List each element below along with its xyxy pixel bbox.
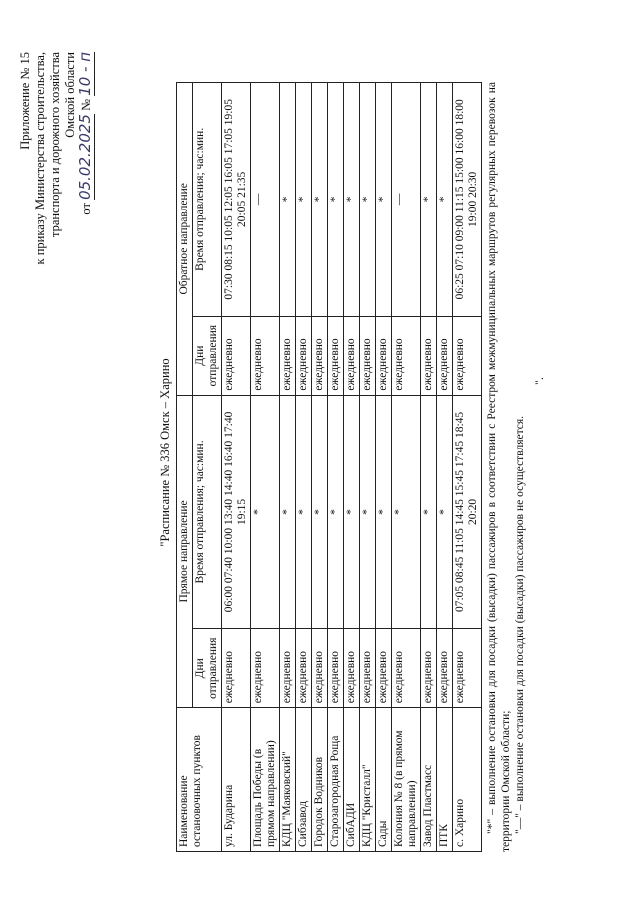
forward-times: * — [344, 395, 360, 629]
table-row — [360, 83, 376, 852]
forward-times: 07:05 08:45 11:05 14:45 15:45 17:45 18:45 20:20 — [453, 395, 482, 629]
backward-days-header: Дни отправления — [193, 316, 222, 395]
backward-days: ежедневно — [328, 316, 344, 395]
order-reference: к приказу Министерства строительства, — [33, 52, 47, 265]
table-row — [296, 83, 312, 852]
forward-days: ежедневно — [328, 629, 344, 708]
stop-name: Колония № 8 (в прямом направлении) — [392, 708, 421, 852]
forward-days: ежедневно — [376, 629, 392, 708]
backward-times: * — [437, 83, 453, 317]
table-row — [392, 83, 421, 852]
backward-times: * — [328, 83, 344, 317]
backward-times: 06:25 07:10 09:00 11:15 15:00 16:00 18:00 19:00 20:30 — [453, 83, 482, 317]
backward-times: * — [344, 83, 360, 317]
forward-times: * — [280, 395, 296, 629]
backward-days: ежедневно — [344, 316, 360, 395]
forward-times: * — [437, 395, 453, 629]
backward-days: ежедневно — [376, 316, 392, 395]
forward-direction-header: Прямое направление — [177, 395, 193, 708]
footnote-dash: "—" – выполнение остановки для посадки (высадки) пассажиров не осуществляется. — [514, 415, 526, 834]
footnote-asterisk: "*" – выполнение остановки для посадки (высадки) пассажиров в соответствии с Реестром межмуниципальных маршрутов регулярных перевозок на территории Омской области; — [486, 82, 512, 852]
forward-days: ежедневно — [222, 629, 251, 708]
forward-times: * — [392, 395, 421, 629]
stop-name: КДЦ "Маяковский" — [280, 708, 296, 852]
forward-days: ежедневно — [312, 629, 328, 708]
stop-name: ул. Бударина — [222, 708, 251, 852]
backward-time-header: Время отправления; час:мин. — [193, 83, 222, 317]
stop-name: Завод Пластмасс — [421, 708, 437, 852]
backward-days: ежедневно — [421, 316, 437, 395]
forward-times: * — [251, 395, 280, 629]
stop-name: КДЦ "Кристалл" — [360, 708, 376, 852]
forward-days: ежедневно — [437, 629, 453, 708]
stop-name: Старозагородная Роща — [328, 708, 344, 852]
backward-times: * — [376, 83, 392, 317]
handwritten-number: 10 - п — [76, 52, 94, 96]
backward-days: ежедневно — [251, 316, 280, 395]
table-row — [453, 83, 482, 852]
forward-times: * — [421, 395, 437, 629]
forward-days: ежедневно — [453, 629, 482, 708]
backward-times: * — [280, 83, 296, 317]
forward-days: ежедневно — [360, 629, 376, 708]
table-row — [344, 83, 360, 852]
backward-days: ежедневно — [222, 316, 251, 395]
forward-days: ежедневно — [392, 629, 421, 708]
backward-days: ежедневно — [296, 316, 312, 395]
forward-days: ежедневно — [421, 629, 437, 708]
number-label: № — [79, 98, 93, 111]
backward-times: — — [251, 83, 280, 317]
date-prefix: от — [79, 203, 93, 215]
backward-days: ежедневно — [360, 316, 376, 395]
order-date-line — [78, 52, 95, 215]
stop-name: Сибзавод — [296, 708, 312, 852]
footnotes — [485, 82, 527, 852]
stop-name: с. Харино — [453, 708, 482, 852]
table-row — [280, 83, 296, 852]
forward-times: * — [328, 395, 344, 629]
backward-days: ежедневно — [392, 316, 421, 395]
table-row — [251, 83, 280, 852]
forward-time-header: Время отправления; час:мин. — [193, 395, 222, 629]
forward-times: * — [296, 395, 312, 629]
table-row — [437, 83, 453, 852]
backward-times: * — [360, 83, 376, 317]
stop-name: Сады — [376, 708, 392, 852]
appendix-number: Приложение № 15 — [18, 52, 32, 150]
stop-column-header: Наименование остановочных пунктов — [177, 708, 222, 852]
schedule-table — [176, 82, 482, 852]
forward-days: ежедневно — [296, 629, 312, 708]
backward-days: ежедневно — [453, 316, 482, 395]
table-row — [328, 83, 344, 852]
forward-days-header: Дни отправления — [193, 629, 222, 708]
backward-days: ежедневно — [437, 316, 453, 395]
region-name: Омской области — [63, 52, 77, 138]
handwritten-date: 05.02.2025 — [76, 114, 94, 200]
schedule-title: "Расписание № 336 Омск – Харино — [158, 358, 172, 547]
forward-times: * — [376, 395, 392, 629]
forward-days: ежедневно — [280, 629, 296, 708]
table-row — [312, 83, 328, 852]
table-row — [376, 83, 392, 852]
backward-times: * — [312, 83, 328, 317]
forward-days: ежедневно — [344, 629, 360, 708]
backward-times: — — [392, 83, 421, 317]
forward-days: ежедневно — [251, 629, 280, 708]
table-row — [421, 83, 437, 852]
backward-times: * — [296, 83, 312, 317]
forward-times: * — [360, 395, 376, 629]
closing-quote: ". — [532, 377, 546, 385]
backward-days: ежедневно — [280, 316, 296, 395]
forward-times: * — [312, 395, 328, 629]
backward-times: * — [421, 83, 437, 317]
backward-times: 07:30 08:15 10:05 12:05 16:05 17:05 19:05 20:05 21:35 — [222, 83, 251, 317]
backward-direction-header: Обратное направление — [177, 83, 193, 396]
forward-times: 06:00 07:40 10:00 13:40 14:40 16:40 17:40 19:15 — [222, 395, 251, 629]
appendix-header — [18, 52, 95, 264]
backward-days: ежедневно — [312, 316, 328, 395]
stop-name: Площадь Победы (в прямом направлении) — [251, 708, 280, 852]
stop-name: ПТК — [437, 708, 453, 852]
table-row — [222, 83, 251, 852]
stop-name: СибАДИ — [344, 708, 360, 852]
stop-name: Городок Водников — [312, 708, 328, 852]
ministry-name: транспорта и дорожного хозяйства — [48, 52, 62, 238]
